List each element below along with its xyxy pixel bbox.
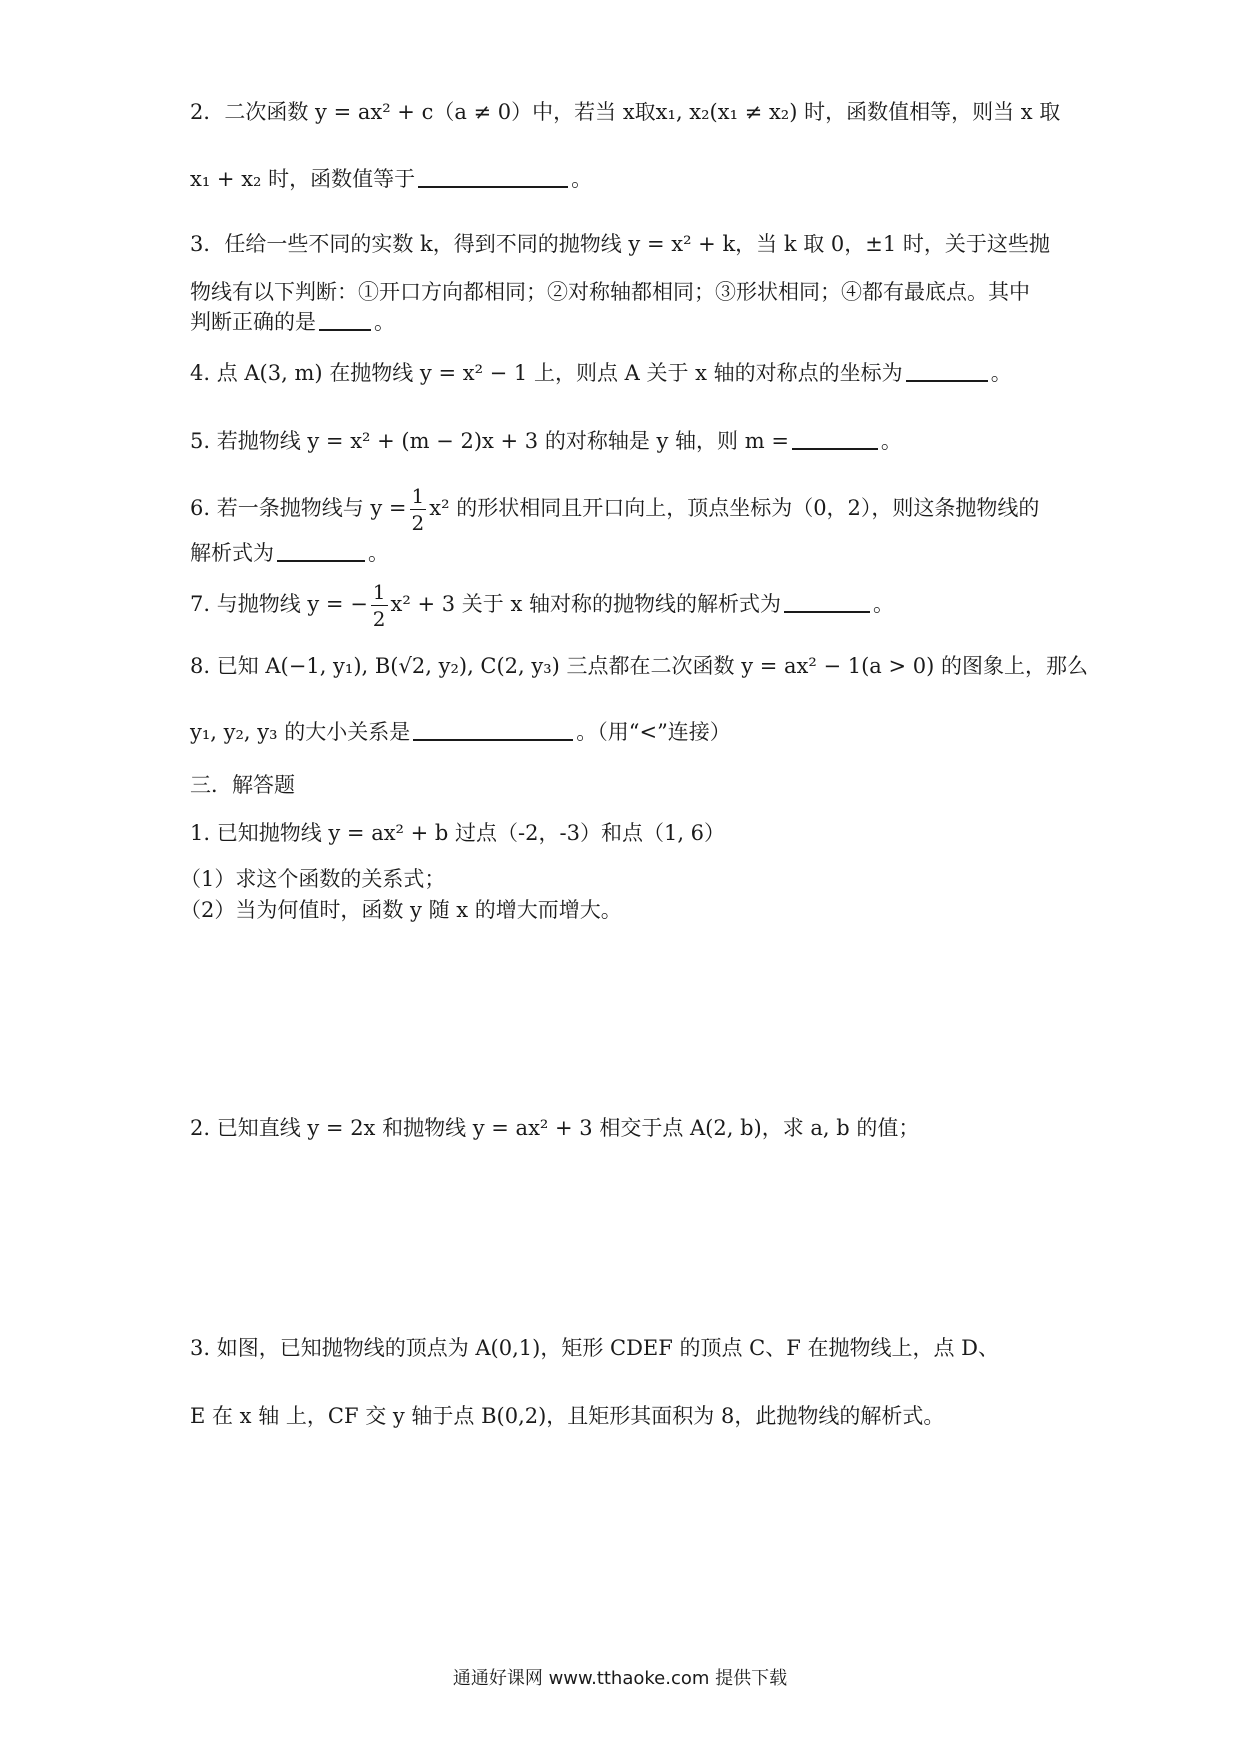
q6-line2-suffix: 。 xyxy=(368,541,389,565)
q6-fraction xyxy=(410,486,427,533)
solve-q3-line2: E 在 x 轴 上，CF 交 y 轴于点 B(0,2)，且矩形其面积为 8，此抛物线的解析式。 xyxy=(190,1404,945,1428)
solve-q3-line1: 3. 如图，已知抛物线的顶点为 A(0,1)，矩形 CDEF 的顶点 C、F 在抛物线上，点 D、 xyxy=(190,1336,999,1360)
q8-line2 xyxy=(190,716,731,748)
q7-text: 7. 与抛物线 y = − xyxy=(190,592,368,616)
q6-frac-num: 1 xyxy=(411,484,425,508)
q2-answer-blank[interactable] xyxy=(418,166,568,188)
q6-answer-blank[interactable] xyxy=(277,540,365,562)
q2-line2 xyxy=(190,163,592,195)
q3-line3 xyxy=(190,306,395,338)
q3-line2: 物线有以下判断：①开口方向都相同；②对称轴都相同；③形状相同；④都有最底点。其中 xyxy=(190,280,1030,304)
q6-frac-den: 2 xyxy=(411,511,425,535)
q6-text: 6. 若一条抛物线与 y = xyxy=(190,496,407,520)
q7-text-middle: x² + 3 关于 x 轴对称的抛物线的解析式为 xyxy=(390,592,781,616)
q4-answer-blank[interactable] xyxy=(906,360,988,382)
q8-line1: 8. 已知 A(−1, y₁), B(√2, y₂), C(2, y₃) 三点都在二次函数 y = ax² − 1(a > 0) 的图象上，那么 xyxy=(190,654,1089,678)
q4-line xyxy=(190,357,1012,389)
q6-line2-text: 解析式为 xyxy=(190,541,274,565)
q7-frac-den: 2 xyxy=(372,607,386,631)
solve-q2-line1: 2. 已知直线 y = 2x 和抛物线 y = ax² + 3 相交于点 A(2, b)，求 a, b 的值； xyxy=(190,1116,920,1140)
q2-line1: 2．二次函数 y = ax² + c（a ≠ 0）中，若当 x取x₁, x₂(x₁ ≠ x₂) 时，函数值相等，则当 x 取 xyxy=(190,100,1061,124)
q8-line2-text: y₁, y₂, y₃ 的大小关系是 xyxy=(190,720,411,744)
solve-q1-line1: 1. 已知抛物线 y = ax² + b 过点（-2，-3）和点（1, 6） xyxy=(190,821,726,845)
q3-answer-blank[interactable] xyxy=(319,309,371,331)
q3-line3-text: 判断正确的是 xyxy=(190,310,316,334)
q5-answer-blank[interactable] xyxy=(792,428,878,450)
q6-line1 xyxy=(190,486,1039,533)
q5-line xyxy=(190,425,902,457)
q3-line1: 3．任给一些不同的实数 k，得到不同的抛物线 y = x² + k，当 k 取 0，±1 时，关于这些抛 xyxy=(190,232,1050,256)
q7-suffix: 。 xyxy=(872,592,894,616)
q2-line2-suffix: 。 xyxy=(571,167,593,191)
page-footer: 通通好课网 www.tthaoke.com 提供下载 xyxy=(452,1668,788,1689)
q7-frac-num: 1 xyxy=(372,580,386,604)
q7-line xyxy=(190,582,894,629)
q7-fraction xyxy=(371,582,388,629)
q4-text: 4. 点 A(3, m) 在抛物线 y = x² − 1 上，则点 A 关于 x 轴的对称点的坐标为 xyxy=(190,361,903,385)
q6-text-middle: x² 的形状相同且开口向上，顶点坐标为（0，2），则这条抛物线的 xyxy=(429,496,1040,520)
solve-q1-part1: （1）求这个函数的关系式； xyxy=(180,867,446,891)
q4-suffix: 。 xyxy=(990,361,1012,385)
q8-answer-blank[interactable] xyxy=(413,719,573,741)
solve-q1-part2: （2）当为何值时，函数 y 随 x 的增大而增大。 xyxy=(180,898,622,922)
q2-line2-text: x₁ + x₂ 时，函数值等于 xyxy=(190,167,416,191)
q6-line2 xyxy=(190,537,389,569)
q8-line2-suffix: 。（用“<”连接） xyxy=(576,720,731,744)
section-heading: 三．解答题 xyxy=(190,773,295,797)
q7-answer-blank[interactable] xyxy=(784,591,870,613)
q5-text: 5. 若抛物线 y = x² + (m − 2)x + 3 的对称轴是 y 轴，则 m = xyxy=(190,429,789,453)
q3-line3-suffix: 。 xyxy=(374,310,395,334)
q5-suffix: 。 xyxy=(880,429,902,453)
